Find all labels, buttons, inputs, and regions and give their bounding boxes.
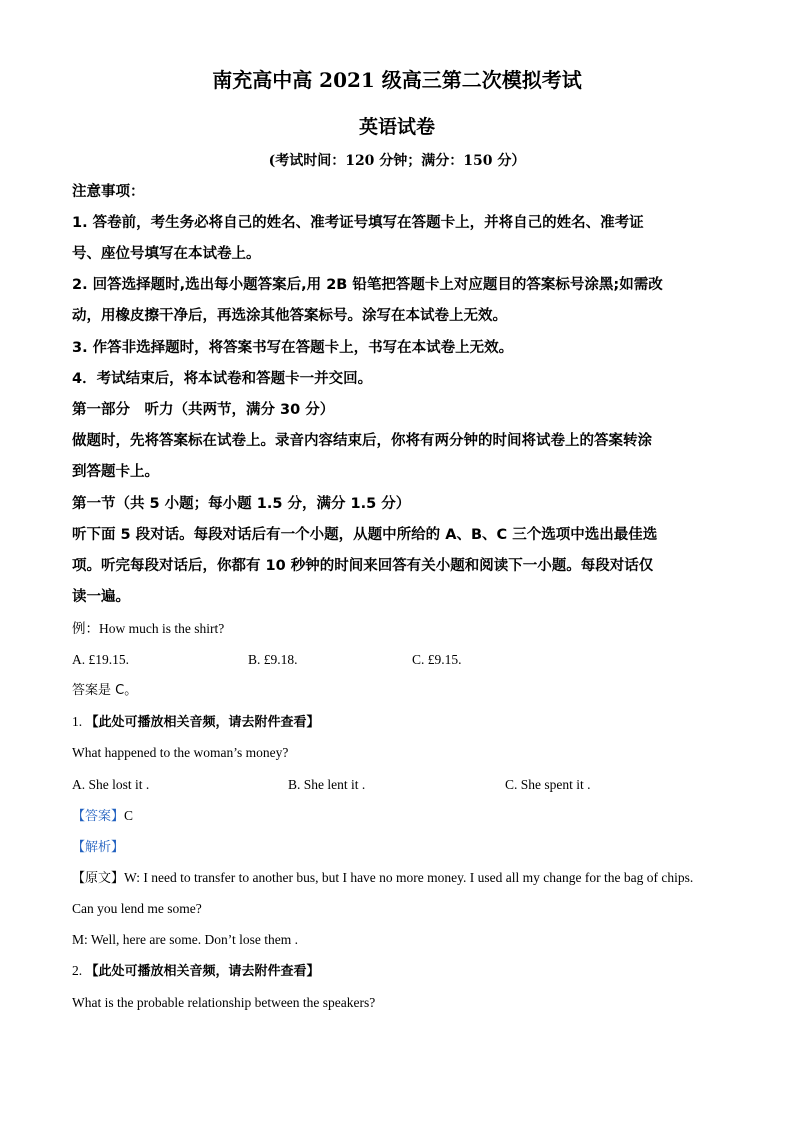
note-line-2: 号、座位号填写在本试卷上。 xyxy=(72,246,261,262)
q1-answer-line xyxy=(72,807,133,826)
q1-option-a: A. She lost it . xyxy=(72,777,150,792)
exam-info: (考试时间：120 分钟；满分：150 分） xyxy=(268,153,526,169)
q1-answer-value: C xyxy=(124,808,134,823)
q1-analysis-tag: 【解析】 xyxy=(72,840,125,855)
note-line-6: 4．考试结束后，将本试卷和答题卡一并交回。 xyxy=(72,371,373,387)
q1-option-b: B. She lent it . xyxy=(288,777,366,792)
q2-audio-note: 【此处可播放相关音频，请去附件查看】 xyxy=(85,964,320,979)
q1-number: 1. xyxy=(72,714,83,729)
notes-heading: 注意事项： xyxy=(72,184,145,200)
q2-line xyxy=(72,962,320,981)
q1-answer-tag: 【答案】 xyxy=(72,809,125,824)
note-line-5: 3. 作答非选择题时，将答案书写在答题卡上，书写在本试卷上无效。 xyxy=(72,340,514,356)
q1-transcript-line-1 xyxy=(72,869,693,888)
part1-heading: 第一部分 听力（共两节，满分 30 分） xyxy=(72,402,335,418)
q1-analysis-line xyxy=(72,838,124,857)
part1-line-2: 到答题卡上。 xyxy=(72,464,159,480)
exam-subtitle: 英语试卷 xyxy=(358,116,435,138)
q1-transcript-line-2: Can you lend me some? xyxy=(72,901,202,916)
example-option-b: B. £9.18. xyxy=(248,652,298,667)
section1-line-3: 读一遍。 xyxy=(72,589,130,605)
note-line-1: 1. 答卷前，考生务必将自己的姓名、准考证号填写在答题卡上，并将自己的姓名、准考证 xyxy=(72,215,644,231)
q1-line xyxy=(72,713,320,732)
note-line-3: 2. 回答选择题时,选出每小题答案后,用 2B 铅笔把答题卡上对应题目的答案标号涂黑;如需改 xyxy=(72,277,663,293)
q1-audio-note: 【此处可播放相关音频，请去附件查看】 xyxy=(85,715,320,730)
example-answer: 答案是 C。 xyxy=(72,683,138,698)
q2-question: What is the probable relationship between the speakers? xyxy=(72,995,376,1010)
q1-transcript-text-1: W: I need to transfer to another bus, but I have no more money. I used all my change for the bag of chips. xyxy=(124,870,694,885)
q1-option-c: C. She spent it . xyxy=(505,777,591,792)
example-option-a: A. £19.15. xyxy=(72,652,129,667)
q1-question: What happened to the woman’s money? xyxy=(72,745,289,760)
note-line-4: 动，用橡皮擦干净后，再选涂其他答案标号。涂写在本试卷上无效。 xyxy=(72,308,507,324)
exam-title: 南充高中高 2021 级高三第二次模拟考试 xyxy=(212,68,582,92)
part1-line-1: 做题时，先将答案标在试卷上。录音内容结束后，你将有两分钟的时间将试卷上的答案转涂 xyxy=(72,433,652,449)
q2-number: 2. xyxy=(72,963,83,978)
example-option-c: C. £9.15. xyxy=(412,652,462,667)
q1-transcript-tag: 【原文】 xyxy=(72,871,125,886)
example-question: 例：How much is the shirt? xyxy=(72,621,225,636)
section1-line-1: 听下面 5 段对话。每段对话后有一个小题，从题中所给的 A、B、C 三个选项中选出最佳选 xyxy=(72,527,658,543)
q1-transcript-line-3: M: Well, here are some. Don’t lose them . xyxy=(72,932,298,947)
section1-line-2: 项。听完每段对话后，你都有 10 秒钟的时间来回答有关小题和阅读下一小题。每段对话仅 xyxy=(72,558,654,574)
section1-heading: 第一节（共 5 小题；每小题 1.5 分，满分 1.5 分） xyxy=(72,496,411,512)
